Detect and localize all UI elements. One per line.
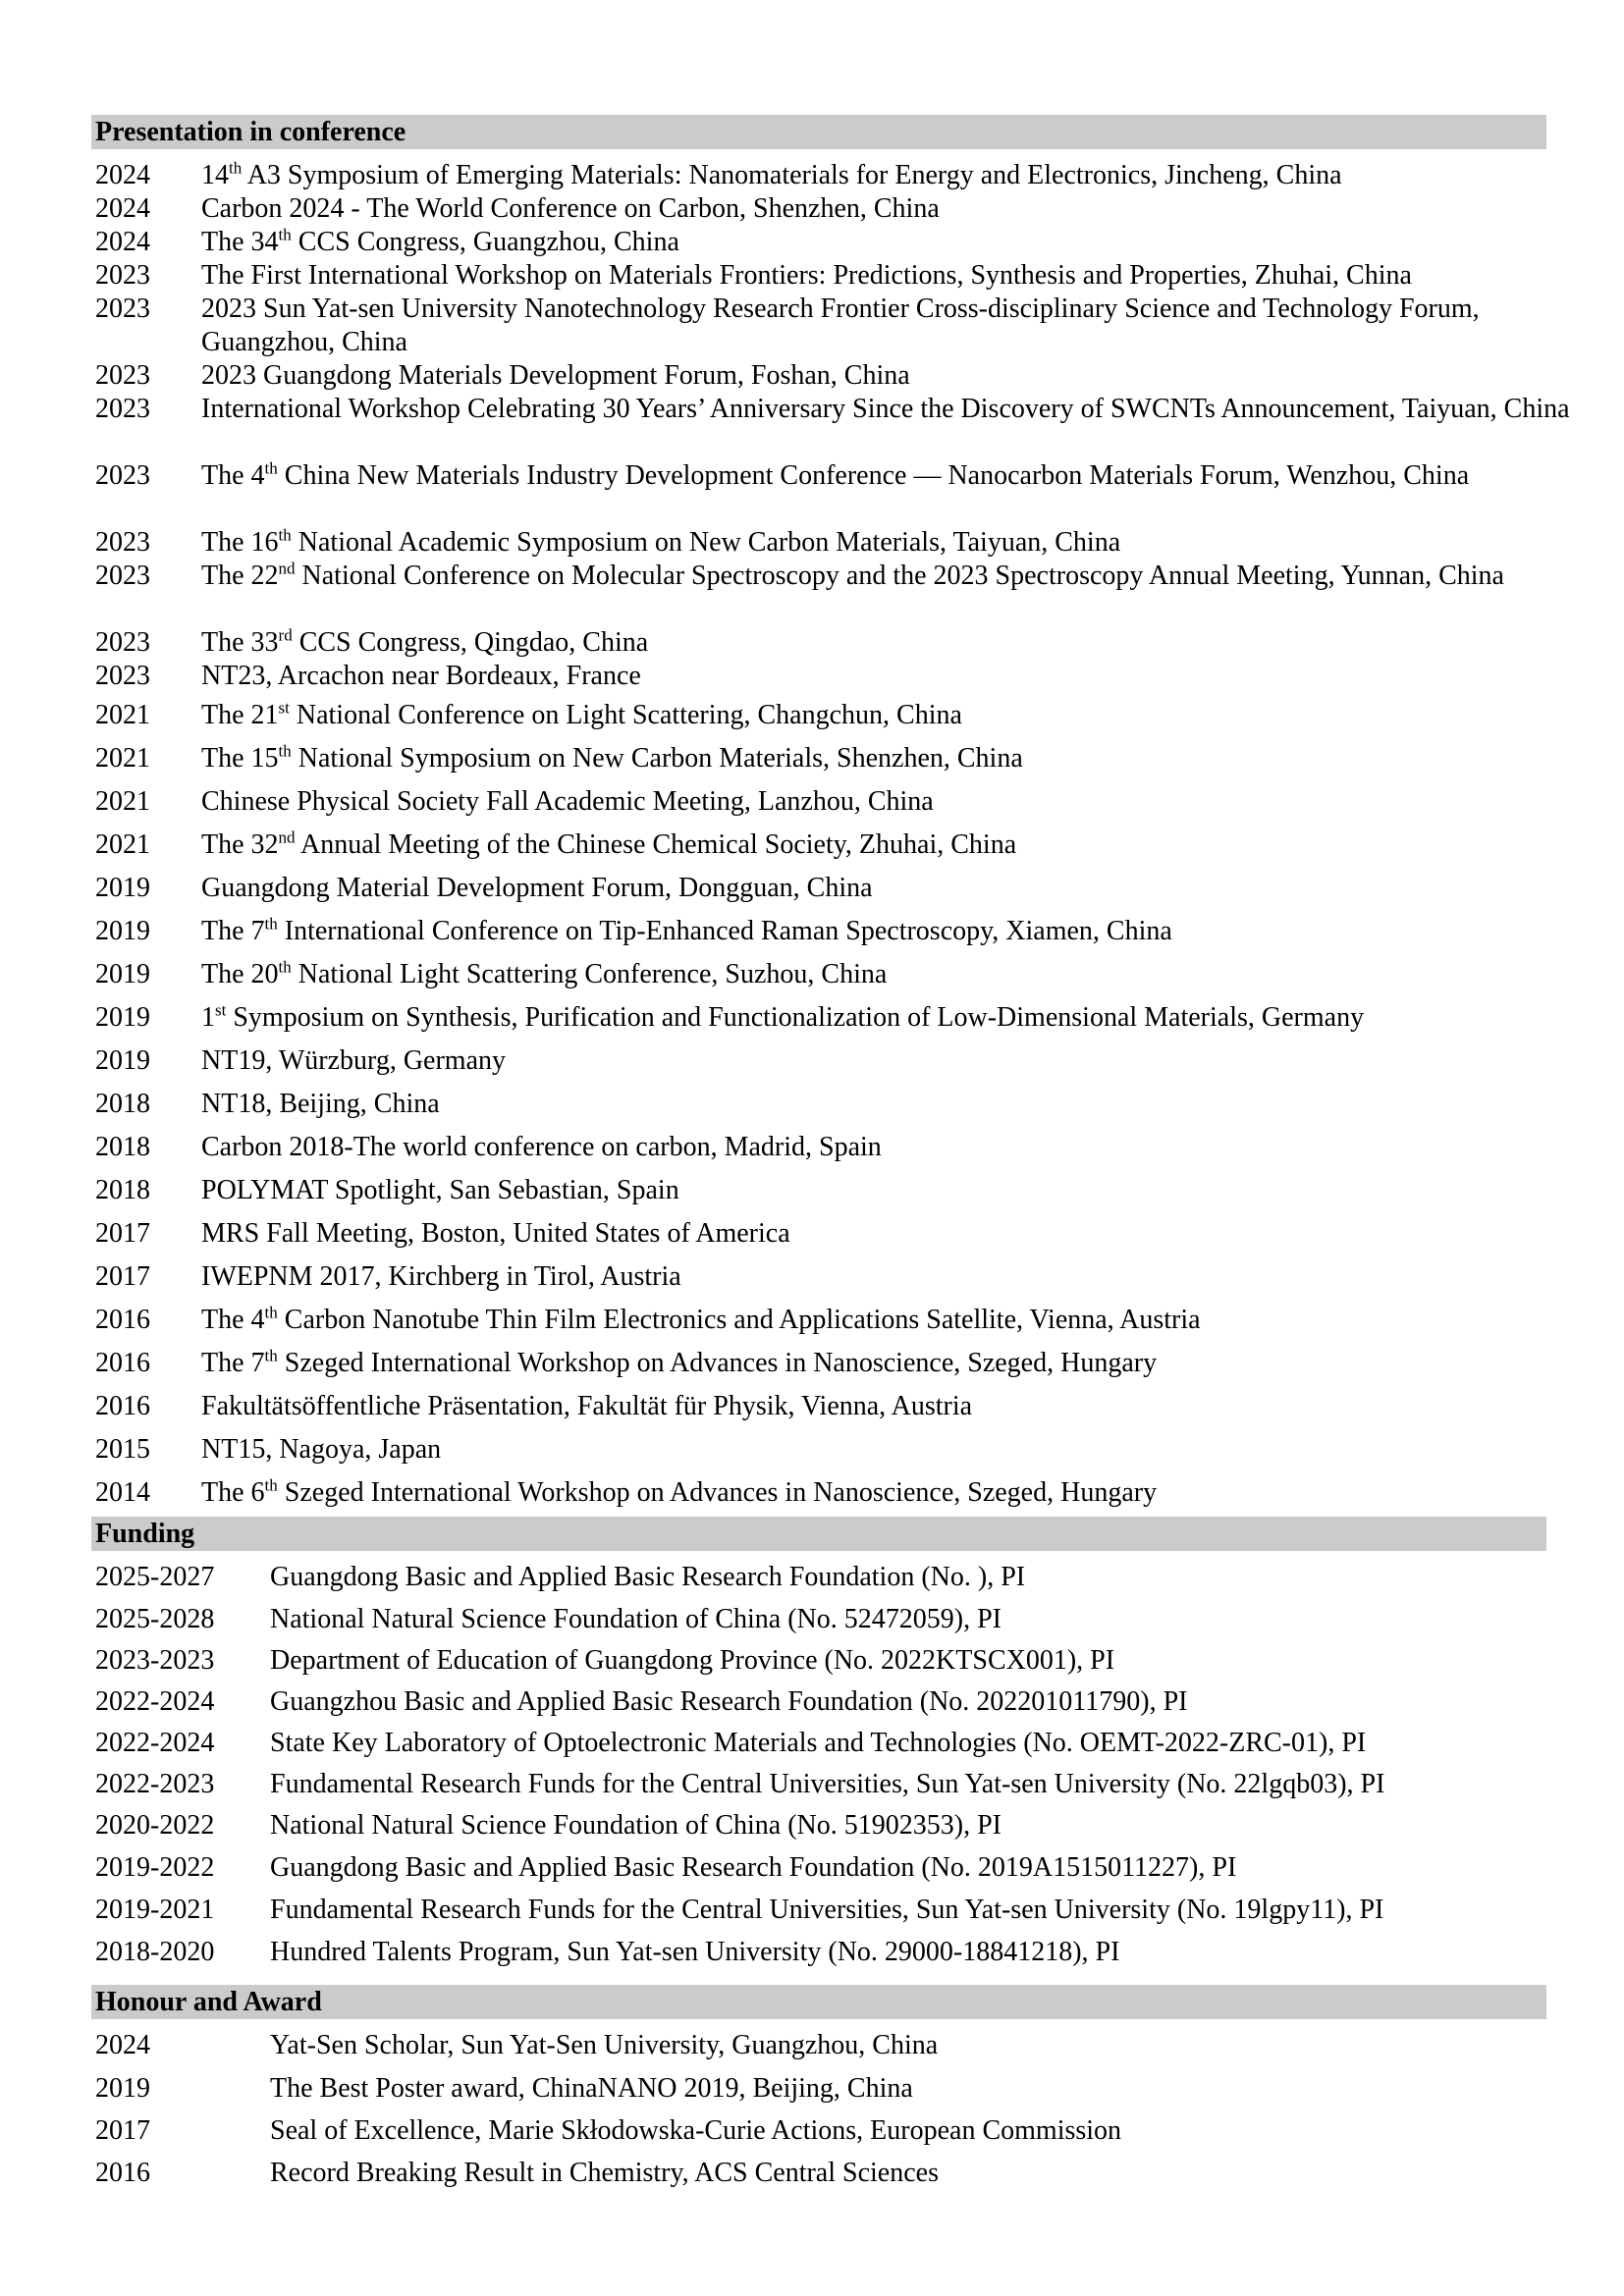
item-text	[201, 459, 1576, 493]
funding-period: 2025-2027	[95, 1562, 215, 1592]
ordinal-suffix: th	[278, 525, 292, 545]
item-year: 2023	[95, 260, 150, 291]
ordinal-suffix: st	[278, 698, 290, 718]
item-text	[201, 1174, 679, 1207]
item-text	[201, 1476, 1157, 1510]
section-header-funding: Funding	[91, 1517, 1546, 1551]
item-text-main: The 7	[201, 916, 265, 946]
funding-text: Fundamental Research Funds for the Central Universities, Sun Yat-sen University (No. 19lgpy11), PI	[270, 1895, 1384, 1925]
item-text-main: 14	[201, 160, 229, 190]
item-text	[201, 1001, 1576, 1035]
item-year: 2021	[95, 786, 150, 817]
item-year: 2023	[95, 527, 150, 558]
item-text	[201, 259, 1576, 293]
funding-period: 2022-2023	[95, 1769, 215, 1799]
item-year: 2019	[95, 873, 150, 903]
award-text: The Best Poster award, ChinaNANO 2019, Beijing, China	[270, 2073, 913, 2104]
item-text-main: International Workshop Celebrating 30 Years’ Anniversary Since the Discovery of SWCNTs Announcement, Taiyuan, China	[201, 394, 1570, 424]
ordinal-suffix: th	[264, 914, 278, 934]
funding-period: 2025-2028	[95, 1604, 215, 1634]
funding-period: 2022-2024	[95, 1728, 215, 1758]
item-year: 2016	[95, 1391, 150, 1421]
item-year: 2024	[95, 160, 150, 190]
item-year: 2018	[95, 1175, 150, 1205]
item-year: 2019	[95, 959, 150, 989]
item-text-rest: Carbon Nanotube Thin Film Electronics and Applications Satellite, Vienna, Austria	[277, 1305, 1201, 1335]
item-text-main: The 4	[201, 1305, 265, 1335]
item-text-main: NT15, Nagoya, Japan	[201, 1434, 442, 1465]
item-text	[201, 1304, 1201, 1337]
item-year: 2024	[95, 227, 150, 257]
funding-text: Hundred Talents Program, Sun Yat-sen University (No. 29000-18841218), PI	[270, 1937, 1120, 1967]
award-year: 2024	[95, 2030, 150, 2060]
item-text	[201, 293, 1576, 359]
item-text-main: 1	[201, 1002, 215, 1033]
item-text-rest: National Symposium on New Carbon Materials, Shenzhen, China	[291, 743, 1023, 774]
item-text-main: Carbon 2024 - The World Conference on Carbon, Shenzhen, China	[201, 193, 940, 224]
item-text-main: 2023 Guangdong Materials Development Forum, Foshan, China	[201, 360, 910, 391]
item-year: 2023	[95, 460, 150, 491]
item-text-rest: International Conference on Tip-Enhanced Raman Spectroscopy, Xiamen, China	[277, 916, 1172, 946]
item-text-main: The 4	[201, 460, 265, 491]
funding-text: National Natural Science Foundation of China (No. 51902353), PI	[270, 1810, 1001, 1841]
item-text	[201, 915, 1172, 948]
ordinal-suffix: nd	[278, 828, 296, 847]
item-year: 2015	[95, 1434, 150, 1465]
funding-period: 2019-2022	[95, 1852, 215, 1883]
funding-period: 2022-2024	[95, 1686, 215, 1717]
item-text-main: The First International Workshop on Materials Frontiers: Predictions, Synthesis and Properties, Zhuhai, China	[201, 260, 1412, 291]
item-year: 2023	[95, 294, 150, 324]
item-text-main: The 34	[201, 227, 279, 257]
item-text-rest: A3 Symposium of Emerging Materials: Nanomaterials for Energy and Electronics, Jincheng, China	[242, 160, 1342, 190]
funding-period: 2023-2023	[95, 1645, 215, 1676]
item-text	[201, 1131, 882, 1164]
item-text-main: The 20	[201, 959, 279, 989]
item-year: 2021	[95, 743, 150, 774]
ordinal-suffix: nd	[278, 559, 296, 578]
item-text-rest: National Academic Symposium on New Carbon Materials, Taiyuan, China	[291, 527, 1121, 558]
item-year: 2023	[95, 661, 150, 691]
item-year: 2019	[95, 1002, 150, 1033]
item-text-main: The 15	[201, 743, 279, 774]
funding-period: 2018-2020	[95, 1937, 215, 1967]
item-year: 2023	[95, 360, 150, 391]
item-text-rest: National Conference on Light Scattering, Changchun, China	[289, 700, 962, 730]
item-text-main: The 33	[201, 627, 279, 658]
item-text-rest: National Light Scattering Conference, Suzhou, China	[291, 959, 888, 989]
ordinal-suffix: th	[264, 1346, 278, 1365]
item-year: 2019	[95, 1045, 150, 1076]
item-text-rest: Szeged International Workshop on Advances in Nanoscience, Szeged, Hungary	[277, 1348, 1158, 1378]
ordinal-suffix: th	[264, 1475, 278, 1495]
item-text	[201, 958, 887, 991]
item-text	[201, 1347, 1157, 1380]
item-text-main: The 16	[201, 527, 279, 558]
funding-period: 2019-2021	[95, 1895, 215, 1925]
item-text-main: The 22	[201, 561, 279, 591]
ordinal-suffix: th	[278, 741, 292, 761]
item-year: 2019	[95, 916, 150, 946]
funding-text: State Key Laboratory of Optoelectronic Materials and Technologies (No. OEMT-2022-ZRC-01), PI	[270, 1728, 1367, 1758]
funding-period: 2020-2022	[95, 1810, 215, 1841]
item-year: 2023	[95, 561, 150, 591]
funding-text: Guangdong Basic and Applied Basic Research Foundation (No. ), PI	[270, 1562, 1026, 1592]
item-text-main: Guangdong Material Development Forum, Dongguan, China	[201, 873, 873, 903]
item-text	[201, 159, 1576, 192]
ordinal-suffix: th	[278, 957, 292, 977]
item-text	[201, 1217, 790, 1251]
item-text-rest: Annual Meeting of the Chinese Chemical Society, Zhuhai, China	[295, 829, 1017, 860]
award-year: 2019	[95, 2073, 150, 2104]
funding-text: National Natural Science Foundation of China (No. 52472059), PI	[270, 1604, 1001, 1634]
item-text-rest: Symposium on Synthesis, Purification and Functionalization of Low-Dimensional Materials, Germany	[226, 1002, 1365, 1033]
item-text	[201, 660, 641, 693]
award-year: 2016	[95, 2158, 150, 2188]
ordinal-suffix: st	[215, 1000, 227, 1020]
item-year: 2023	[95, 627, 150, 658]
item-year: 2018	[95, 1132, 150, 1162]
item-text-main: Chinese Physical Society Fall Academic Meeting, Lanzhou, China	[201, 786, 934, 817]
item-text-rest: CCS Congress, Guangzhou, China	[291, 227, 679, 257]
item-text	[201, 1260, 681, 1294]
item-year: 2016	[95, 1305, 150, 1335]
item-text	[201, 1044, 506, 1078]
item-year: 2021	[95, 829, 150, 860]
item-text-main: The 7	[201, 1348, 265, 1378]
item-year: 2017	[95, 1261, 150, 1292]
item-text-main: 2023 Sun Yat-sen University Nanotechnology Research Frontier Cross-disciplinary Science and Technology Forum, Guangzhou, China	[201, 294, 1480, 357]
item-text-main: NT18, Beijing, China	[201, 1089, 440, 1119]
ordinal-suffix: th	[264, 458, 278, 478]
item-text	[201, 785, 934, 819]
item-text	[201, 828, 1016, 862]
item-text-rest: China New Materials Industry Development Conference — Nanocarbon Materials Forum, Wenzhou, China	[277, 460, 1470, 491]
item-text	[201, 526, 1120, 560]
item-text	[201, 699, 962, 732]
item-year: 2017	[95, 1218, 150, 1249]
item-text	[201, 393, 1576, 426]
item-text	[201, 1433, 441, 1467]
item-text-main: Fakultätsöffentliche Präsentation, Fakultät für Physik, Vienna, Austria	[201, 1391, 973, 1421]
item-text-main: Carbon 2018-The world conference on carbon, Madrid, Spain	[201, 1132, 882, 1162]
item-text-main: The 21	[201, 700, 279, 730]
ordinal-suffix: th	[264, 1303, 278, 1322]
item-text-main: NT23, Arcachon near Bordeaux, France	[201, 661, 641, 691]
item-text	[201, 872, 873, 905]
award-text: Record Breaking Result in Chemistry, ACS Central Sciences	[270, 2158, 939, 2188]
ordinal-suffix: th	[229, 158, 243, 178]
item-text	[201, 742, 1023, 775]
item-text-main: The 6	[201, 1477, 265, 1508]
item-year: 2023	[95, 394, 150, 424]
item-text	[201, 560, 1576, 593]
item-year: 2021	[95, 700, 150, 730]
item-text-main: NT19, Würzburg, Germany	[201, 1045, 506, 1076]
item-text-rest: Szeged International Workshop on Advances in Nanoscience, Szeged, Hungary	[277, 1477, 1158, 1508]
item-year: 2016	[95, 1348, 150, 1378]
ordinal-suffix: rd	[278, 625, 293, 645]
award-text: Yat-Sen Scholar, Sun Yat-Sen University, Guangzhou, China	[270, 2030, 939, 2060]
item-text	[201, 192, 940, 226]
item-text	[201, 226, 679, 259]
award-text: Seal of Excellence, Marie Skłodowska-Curie Actions, European Commission	[270, 2115, 1122, 2146]
item-text-main: IWEPNM 2017, Kirchberg in Tirol, Austria	[201, 1261, 681, 1292]
funding-text: Guangzhou Basic and Applied Basic Research Foundation (No. 202201011790), PI	[270, 1686, 1188, 1717]
item-text-rest: National Conference on Molecular Spectroscopy and the 2023 Spectroscopy Annual Meeting, Yunnan, China	[295, 561, 1504, 591]
item-year: 2014	[95, 1477, 150, 1508]
funding-text: Fundamental Research Funds for the Central Universities, Sun Yat-sen University (No. 22lgqb03), PI	[270, 1769, 1385, 1799]
item-text-rest: CCS Congress, Qingdao, China	[292, 627, 649, 658]
funding-text: Department of Education of Guangdong Province (No. 2022KTSCX001), PI	[270, 1645, 1115, 1676]
item-text-main: The 32	[201, 829, 279, 860]
funding-text: Guangdong Basic and Applied Basic Research Foundation (No. 2019A1515011227), PI	[270, 1852, 1237, 1883]
item-text	[201, 359, 910, 393]
section-header-awards: Honour and Award	[91, 1985, 1546, 2019]
item-text	[201, 1390, 972, 1423]
section-header-presentations: Presentation in conference	[91, 115, 1546, 149]
ordinal-suffix: th	[278, 225, 292, 244]
item-year: 2024	[95, 193, 150, 224]
item-text-main: POLYMAT Spotlight, San Sebastian, Spain	[201, 1175, 679, 1205]
item-year: 2018	[95, 1089, 150, 1119]
item-text-main: MRS Fall Meeting, Boston, United States of America	[201, 1218, 790, 1249]
item-text	[201, 626, 648, 660]
award-year: 2017	[95, 2115, 150, 2146]
item-text	[201, 1088, 440, 1121]
